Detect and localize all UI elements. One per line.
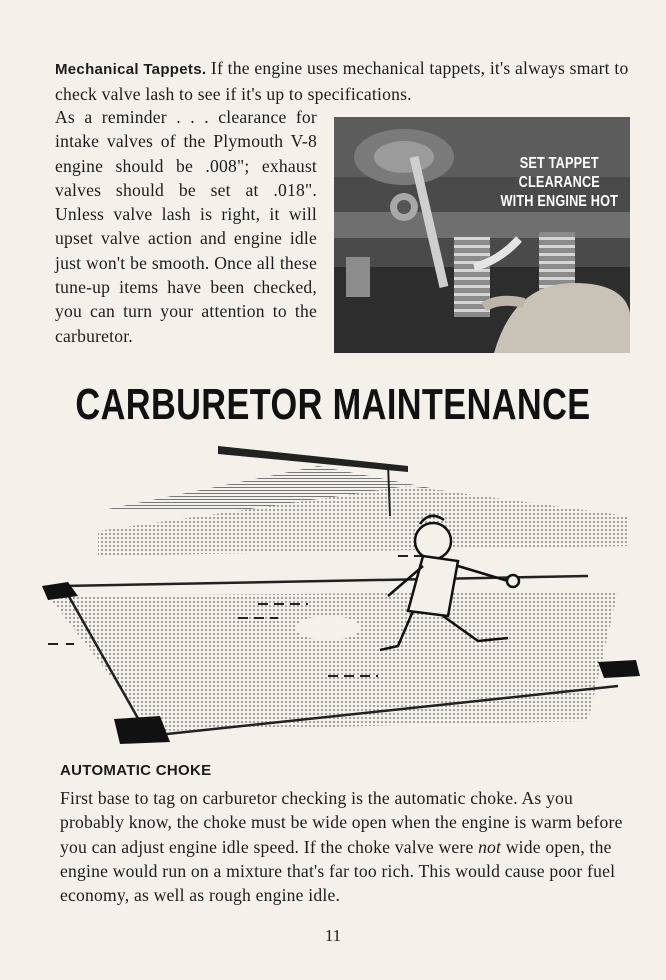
home-plate: [114, 716, 170, 744]
base-right: [598, 660, 640, 678]
section-title: CARBURETOR MAINTENANCE: [75, 380, 591, 429]
engine-valve-photo: [334, 117, 630, 353]
body-paragraph: First base to tag on carburetor checking is the automatic choke. As you probably know, the choke must be wide open when the engine is warm before you can adjust engine idle speed. If the choke valve were not wide open, the engine would run on a mixture that's far too rich. This would cause poor fuel economy, as well as rough engine idle.: [60, 788, 623, 906]
photo-caption: SET TAPPET CLEARANCE WITH ENGINE HOT: [500, 155, 619, 210]
baseball-cartoon-illustration: [28, 436, 640, 756]
sub-heading: AUTOMATIC CHOKE: [60, 762, 212, 779]
emphasis-not: not: [478, 836, 502, 857]
intro-paragraph: [55, 56, 635, 107]
page-number: 11: [324, 926, 342, 945]
lead-heading: Mechanical Tappets.: [55, 61, 207, 78]
intro-first-line: If the engine uses mechanical tappets, it's always smart to check valve lash to see if it's up to specifications.: [55, 58, 629, 105]
valve-train-image: [334, 117, 630, 353]
intro-column-text: As a reminder . . . clearance for intake valves of the Plymouth V-8 engine should be .008"; exhaust valves should be set at .018". Unless valve lash is right, it will upset valve action and engine idle just won't be smooth. Once all these tune-up items have been checked, you can turn your attention to the carburetor.: [55, 107, 317, 346]
